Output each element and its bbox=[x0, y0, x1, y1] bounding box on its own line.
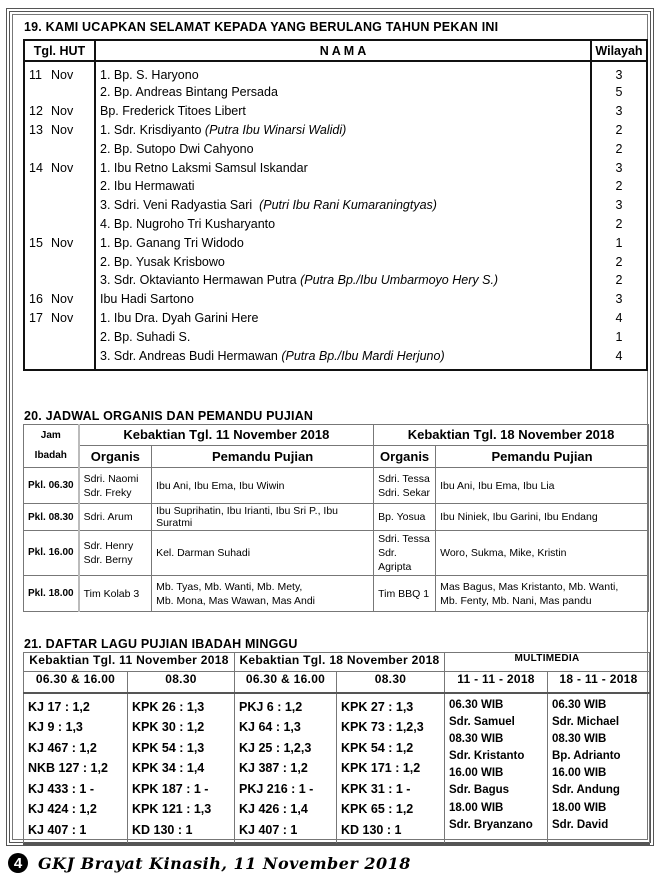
schedule-row bbox=[24, 576, 649, 612]
multimedia-operator: Sdr. Michael bbox=[552, 715, 620, 728]
organist-11-nov bbox=[79, 504, 152, 531]
birthday-name-cell bbox=[95, 102, 591, 121]
multimedia-header: MULTIMEDIA bbox=[445, 653, 650, 672]
song-entry: KPK 34 : 1,4 bbox=[132, 761, 205, 775]
song-entry: KPK 73 : 1,2,3 bbox=[341, 720, 424, 734]
birthday-name-cell bbox=[95, 271, 591, 290]
birthday-name-cell bbox=[95, 83, 591, 102]
birthday-name-cell bbox=[95, 327, 591, 346]
birthday-name: Bp. Frederick Titoes Libert bbox=[100, 104, 246, 119]
birthday-date bbox=[24, 215, 95, 234]
birthday-month: Nov bbox=[51, 235, 74, 250]
schedule-time: Pkl. 18.00 bbox=[24, 576, 79, 612]
organist-18-line1: Tim BBQ 1 bbox=[378, 587, 430, 600]
organist-11-line2: Sdr. Freky bbox=[83, 486, 132, 499]
birthday-table bbox=[23, 39, 648, 371]
col-header-leader-1: Pemandu Pujian bbox=[152, 445, 374, 467]
birthday-region: 5 bbox=[591, 83, 647, 102]
section-21-title: 21. DAFTAR LAGU PUJIAN IBADAH MINGGU bbox=[24, 637, 298, 651]
leader-11-line1: Ibu Ani, Ibu Ema, Ibu Wiwin bbox=[156, 479, 285, 492]
birthday-name-cell bbox=[95, 196, 591, 215]
organist-18-line1: Sdri. Tessa bbox=[378, 472, 430, 485]
sub-header-5: 18 - 11 - 2018 bbox=[548, 672, 650, 693]
song-entry: KPK 30 : 1,2 bbox=[132, 720, 205, 734]
birthday-name: 2. Bp. Sutopo Dwi Cahyono bbox=[100, 141, 254, 156]
col-header-region: Wilayah bbox=[591, 40, 647, 61]
birthday-row bbox=[24, 121, 647, 140]
birthday-row bbox=[24, 290, 647, 309]
birthday-day: 11 bbox=[29, 67, 42, 82]
birthday-row bbox=[24, 215, 647, 234]
birthday-row bbox=[24, 271, 647, 290]
song-entry: KPK 26 : 1,3 bbox=[132, 699, 205, 714]
birthday-day: 13 bbox=[29, 122, 43, 137]
birthday-row bbox=[24, 139, 647, 158]
multimedia-operator: Sdr. Andung bbox=[552, 784, 620, 797]
multimedia-time: 16.00 WIB bbox=[552, 767, 607, 780]
birthday-region: 4 bbox=[591, 346, 647, 370]
song-entry: KJ 17 : 1,2 bbox=[28, 699, 90, 714]
song-entry: KPK 54 : 1,2 bbox=[341, 740, 414, 755]
col-header-name: N A M A bbox=[95, 40, 591, 61]
birthday-name-cell bbox=[95, 177, 591, 196]
organist-18-nov bbox=[374, 576, 436, 612]
song-column bbox=[128, 693, 235, 845]
leader-18-line1: Mas Bagus, Mas Kristanto, Mb. Wanti, bbox=[440, 580, 619, 593]
birthday-name: 1. Bp. Ganang Tri Widodo bbox=[100, 235, 244, 250]
sub-header-3: 08.30 bbox=[337, 672, 445, 693]
col-header-date: Tgl. HUT bbox=[24, 40, 95, 61]
song-entry: KD 130 : 1 bbox=[341, 822, 402, 837]
page-number-badge: 4 bbox=[8, 853, 28, 873]
birthday-name-cell bbox=[95, 121, 591, 140]
song-list-table bbox=[23, 652, 650, 845]
leader-18-line2: Mb. Fenty, Mb. Nani, Mas pandu bbox=[440, 594, 592, 607]
organist-18-nov bbox=[374, 468, 436, 504]
birthday-month: Nov bbox=[51, 292, 74, 307]
leader-11-line1: Kel. Darman Suhadi bbox=[156, 547, 251, 559]
time-header-line1: Jam bbox=[40, 430, 61, 441]
page-footer bbox=[8, 851, 411, 875]
birthday-month: Nov bbox=[51, 122, 74, 137]
birthday-name: 1. Ibu Retno Laksmi Samsul Iskandar bbox=[100, 160, 308, 175]
song-entry: KPK 31 : 1 - bbox=[341, 781, 411, 796]
birthday-name: 3. Sdr. Oktavianto Hermawan Putra bbox=[100, 273, 301, 288]
service-header-18-nov: Kebaktian Tgl. 18 November 2018 bbox=[374, 425, 649, 446]
multimedia-time: 18.00 WIB bbox=[552, 801, 607, 814]
page-frame bbox=[6, 8, 654, 846]
multimedia-time: 18.00 WIB bbox=[449, 801, 504, 814]
birthday-row bbox=[24, 102, 647, 121]
birthday-region: 3 bbox=[591, 196, 647, 215]
birthday-day: 15 bbox=[29, 235, 43, 250]
song-entry: KJ 64 : 1,3 bbox=[239, 720, 301, 734]
birthday-region: 3 bbox=[591, 61, 647, 83]
leader-11-nov bbox=[152, 468, 374, 504]
organist-schedule-table bbox=[23, 424, 649, 612]
song-entry: KPK 54 : 1,3 bbox=[132, 740, 205, 755]
organist-18-nov bbox=[374, 504, 436, 531]
leader-11-nov bbox=[152, 576, 374, 612]
birthday-region: 4 bbox=[591, 309, 647, 328]
birthday-row bbox=[24, 327, 647, 346]
birthday-name: 4. Bp. Nugroho Tri Kusharyanto bbox=[100, 216, 276, 231]
birthday-row bbox=[24, 177, 647, 196]
birthday-name-cell bbox=[95, 158, 591, 177]
col-header-organist-2: Organis bbox=[374, 445, 436, 467]
song-column bbox=[235, 693, 337, 845]
organist-11-line1: Sdri. Naomi bbox=[83, 472, 139, 485]
birthday-name-cell bbox=[95, 346, 591, 370]
birthday-region: 3 bbox=[591, 158, 647, 177]
leader-18-nov bbox=[436, 504, 649, 531]
birthday-date bbox=[24, 83, 95, 102]
birthday-date bbox=[24, 196, 95, 215]
birthday-name-cell bbox=[95, 233, 591, 252]
song-entry: KJ 25 : 1,2,3 bbox=[239, 740, 312, 755]
col-header-leader-2: Pemandu Pujian bbox=[436, 445, 649, 467]
birthday-date bbox=[24, 139, 95, 158]
leader-11-line1: Ibu Suprihatin, Ibu Irianti, Ibu Sri P., Ibu Suratmi bbox=[156, 505, 339, 529]
birthday-row bbox=[24, 61, 647, 83]
leader-11-nov bbox=[152, 531, 374, 576]
song-entry: KPK 27 : 1,3 bbox=[341, 699, 414, 714]
birthday-day: 14 bbox=[29, 160, 43, 175]
sub-header-2: 06.30 & 16.00 bbox=[235, 672, 337, 693]
schedule-time: Pkl. 16.00 bbox=[24, 531, 79, 576]
birthday-name: Ibu Hadi Sartono bbox=[100, 292, 194, 307]
birthday-row bbox=[24, 233, 647, 252]
organist-11-line1: Sdri. Arum bbox=[83, 511, 133, 523]
birthday-date bbox=[24, 102, 95, 121]
birthday-row bbox=[24, 196, 647, 215]
organist-11-nov bbox=[79, 468, 152, 504]
birthday-name: 1. Ibu Dra. Dyah Garini Here bbox=[100, 310, 259, 325]
birthday-month: Nov bbox=[51, 104, 74, 119]
birthday-day: 16 bbox=[29, 292, 43, 307]
organist-18-line1: Sdri. Tessa bbox=[378, 533, 430, 545]
birthday-name: 2. Bp. Suhadi S. bbox=[100, 329, 191, 344]
col-header-organist-1: Organis bbox=[79, 445, 152, 467]
schedule-row bbox=[24, 468, 649, 504]
birthday-region: 2 bbox=[591, 215, 647, 234]
footer-church-date: GKJ Brayat Kinasih, 11 November 2018 bbox=[38, 853, 411, 873]
leader-18-nov bbox=[436, 576, 649, 612]
birthday-name: 1. Bp. S. Haryono bbox=[100, 67, 199, 82]
sub-header-0: 06.30 & 16.00 bbox=[24, 672, 128, 693]
song-entry: KPK 171 : 1,2 bbox=[341, 761, 421, 775]
song-entry: KJ 9 : 1,3 bbox=[28, 720, 83, 734]
birthday-date bbox=[24, 158, 95, 177]
multimedia-column bbox=[548, 693, 650, 845]
birthday-date bbox=[24, 233, 95, 252]
birthday-note: (Putra Bp./Ibu Mardi Herjuno) bbox=[281, 348, 445, 363]
multimedia-time: 08.30 WIB bbox=[449, 732, 504, 745]
birthday-date bbox=[24, 252, 95, 271]
birthday-name-cell bbox=[95, 252, 591, 271]
schedule-row bbox=[24, 531, 649, 576]
song-entry: KJ 467 : 1,2 bbox=[28, 740, 97, 755]
song-entry: KPK 121 : 1,3 bbox=[132, 802, 212, 816]
birthday-name-cell bbox=[95, 139, 591, 158]
birthday-row bbox=[24, 83, 647, 102]
section-20-title: 20. JADWAL ORGANIS DAN PEMANDU PUJIAN bbox=[24, 409, 314, 423]
birthday-name: 2. Bp. Andreas Bintang Persada bbox=[100, 85, 278, 100]
birthday-region: 3 bbox=[591, 290, 647, 309]
birthday-date bbox=[24, 327, 95, 346]
birthday-date bbox=[24, 61, 95, 83]
multimedia-time: 16.00 WIB bbox=[449, 767, 504, 780]
birthday-row bbox=[24, 158, 647, 177]
birthday-month: Nov bbox=[51, 310, 74, 325]
song-entry: PKJ 216 : 1 - bbox=[239, 781, 314, 796]
birthday-region: 1 bbox=[591, 327, 647, 346]
birthday-note: (Putri Ibu Rani Kumaraningtyas) bbox=[259, 198, 437, 213]
leader-18-line1: Woro, Sukma, Mike, Kristin bbox=[440, 547, 567, 559]
leader-18-nov bbox=[436, 468, 649, 504]
birthday-date bbox=[24, 177, 95, 196]
birthday-date bbox=[24, 290, 95, 309]
multimedia-operator: Sdr. David bbox=[552, 818, 609, 831]
song-entry: KPK 65 : 1,2 bbox=[341, 802, 414, 816]
birthday-region: 1 bbox=[591, 233, 647, 252]
song-entry: KD 130 : 1 bbox=[132, 822, 193, 837]
organist-11-nov bbox=[79, 531, 152, 576]
multimedia-operator: Sdr. Bagus bbox=[449, 784, 510, 797]
birthday-name: 3. Sdri. Veni Radyastia Sari bbox=[100, 198, 260, 213]
birthday-date bbox=[24, 271, 95, 290]
birthday-name-cell bbox=[95, 215, 591, 234]
service-header-11-nov: Kebaktian Tgl. 11 November 2018 bbox=[79, 425, 374, 446]
organist-11-line2: Sdr. Berny bbox=[83, 554, 133, 566]
col-header-time bbox=[24, 425, 79, 468]
birthday-day: 12 bbox=[29, 104, 43, 119]
birthday-row bbox=[24, 346, 647, 370]
birthday-name-cell bbox=[95, 61, 591, 83]
birthday-date bbox=[24, 309, 95, 328]
multimedia-operator: Bp. Adrianto bbox=[552, 750, 621, 763]
leader-18-nov bbox=[436, 531, 649, 576]
birthday-region: 2 bbox=[591, 121, 647, 140]
organist-18-line2: Sdr. Agripta bbox=[378, 547, 412, 573]
birthday-row bbox=[24, 309, 647, 328]
multimedia-time: 08.30 WIB bbox=[552, 732, 607, 745]
multimedia-column bbox=[445, 693, 548, 845]
song-entry: KJ 387 : 1,2 bbox=[239, 761, 308, 775]
birthday-note: (Putra Ibu Winarsi Walidi) bbox=[204, 122, 347, 137]
birthday-date bbox=[24, 346, 95, 370]
organist-18-nov bbox=[374, 531, 436, 576]
leader-18-line1: Ibu Niniek, Ibu Garini, Ibu Endang bbox=[440, 511, 598, 523]
song-entry: KJ 426 : 1,4 bbox=[239, 802, 308, 816]
organist-11-nov bbox=[79, 576, 152, 612]
section-19-title: 19. KAMI UCAPKAN SELAMAT KEPADA YANG BERULANG TAHUN PEKAN INI bbox=[24, 20, 499, 34]
birthday-date bbox=[24, 121, 95, 140]
birthday-note: (Putra Bp./Ibu Umbarmoyo Hery S.) bbox=[300, 273, 499, 288]
schedule-row bbox=[24, 504, 649, 531]
birthday-name: 3. Sdr. Andreas Budi Hermawan bbox=[100, 348, 282, 363]
song-column bbox=[337, 693, 445, 845]
leader-18-line1: Ibu Ani, Ibu Ema, Ibu Lia bbox=[440, 479, 555, 492]
schedule-time: Pkl. 06.30 bbox=[24, 468, 79, 504]
birthday-day: 17 bbox=[29, 310, 43, 325]
song-entry: KJ 424 : 1,2 bbox=[28, 802, 97, 816]
birthday-row bbox=[24, 252, 647, 271]
organist-11-line1: Tim Kolab 3 bbox=[83, 587, 140, 600]
multimedia-time: 06.30 WIB bbox=[552, 698, 607, 711]
sub-header-4: 11 - 11 - 2018 bbox=[445, 672, 548, 693]
multimedia-time: 06.30 WIB bbox=[449, 698, 504, 711]
song-column bbox=[24, 693, 128, 845]
birthday-month: Nov bbox=[51, 160, 74, 175]
multimedia-operator: Sdr. Kristanto bbox=[449, 750, 525, 763]
song-entry: KJ 433 : 1 - bbox=[28, 781, 95, 796]
birthday-name-cell bbox=[95, 309, 591, 328]
schedule-time: Pkl. 08.30 bbox=[24, 504, 79, 531]
birthday-name: 2. Ibu Hermawati bbox=[100, 179, 195, 194]
multimedia-operator: Sdr. Samuel bbox=[449, 715, 515, 728]
birthday-name: 2. Bp. Yusak Krisbowo bbox=[100, 254, 225, 269]
song-service-header-18-nov: Kebaktian Tgl. 18 November 2018 bbox=[235, 653, 445, 672]
song-entry: PKJ 6 : 1,2 bbox=[239, 699, 303, 714]
leader-11-line1: Mb. Tyas, Mb. Wanti, Mb. Mety, bbox=[156, 580, 303, 593]
birthday-month: Nov bbox=[51, 67, 74, 82]
organist-18-line2: Sdri. Sekar bbox=[378, 486, 431, 499]
leader-11-nov bbox=[152, 504, 374, 531]
sub-header-1: 08.30 bbox=[128, 672, 235, 693]
birthday-region: 2 bbox=[591, 252, 647, 271]
organist-18-line1: Bp. Yosua bbox=[378, 511, 426, 523]
birthday-name: 1. Sdr. Krisdiyanto bbox=[100, 122, 205, 137]
birthday-region: 2 bbox=[591, 139, 647, 158]
time-header-line2: Ibadah bbox=[34, 450, 67, 461]
song-entry: KJ 407 : 1 bbox=[28, 822, 87, 837]
song-entry: KJ 407 : 1 bbox=[239, 822, 298, 837]
song-service-header-11-nov: Kebaktian Tgl. 11 November 2018 bbox=[24, 653, 235, 672]
organist-11-line1: Sdr. Henry bbox=[83, 540, 134, 552]
page-inner-frame bbox=[12, 14, 648, 840]
birthday-region: 2 bbox=[591, 177, 647, 196]
song-entry: KPK 187 : 1 - bbox=[132, 781, 209, 796]
birthday-region: 3 bbox=[591, 102, 647, 121]
birthday-region: 2 bbox=[591, 271, 647, 290]
song-entry: NKB 127 : 1,2 bbox=[28, 761, 108, 775]
multimedia-operator: Sdr. Bryanzano bbox=[449, 818, 533, 831]
leader-11-line2: Mb. Mona, Mas Wawan, Mas Andi bbox=[156, 594, 316, 607]
birthday-name-cell bbox=[95, 290, 591, 309]
